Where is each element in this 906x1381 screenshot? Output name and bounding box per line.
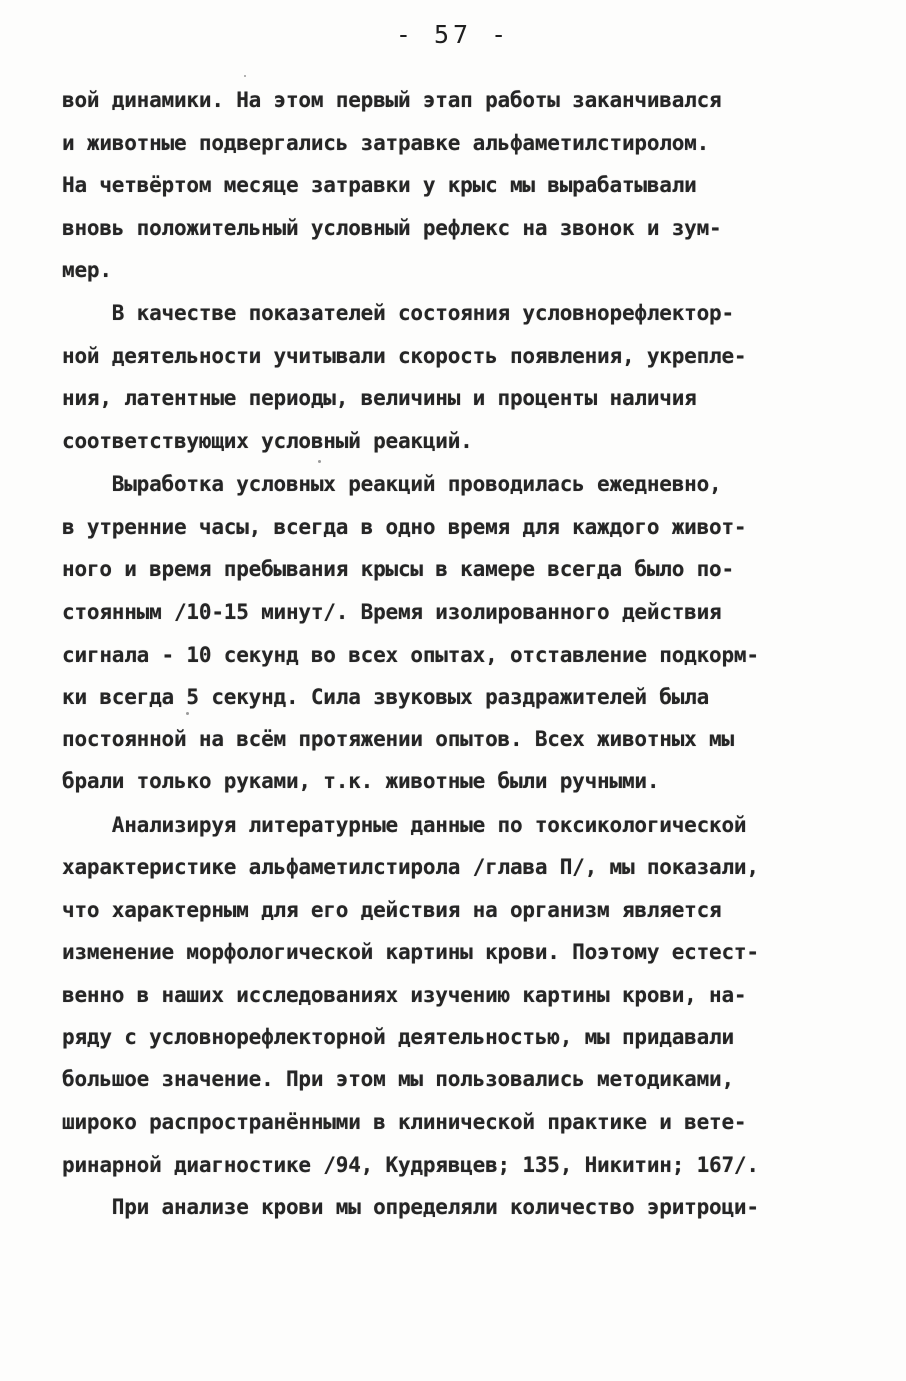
scan-speck [186,712,189,715]
text-line: Выработка условных реакций проводилась ежедневно, [62,472,722,496]
text-line: В качестве показателей состояния условнорефлектор- [62,301,734,325]
text-line: вновь положительный условный рефлекс на звонок и зум- [62,216,722,240]
text-line: ринарной диагностике /94, Кудрявцев; 135, Никитин; 167/. [62,1153,759,1177]
text-line: характеристике альфаметилстирола /глава П/, мы показали, [62,855,759,879]
text-line: брали только руками, т.к. животные были ручными. [62,769,660,793]
page-number: - 57 - [395,20,511,49]
text-line: большое значение. При этом мы пользовались методиками, [62,1067,734,1091]
text-line: что характерным для его действия на организм является [62,898,722,922]
text-line: вой динамики. На этом первый этап работы заканчивался [62,88,722,112]
scan-speck [318,460,321,463]
text-line: изменение морфологической картины крови. Поэтому естест- [62,940,759,964]
text-line: ной деятельности учитывали скорость появления, укрепле- [62,344,747,368]
text-line: постоянной на всём протяжении опытов. Всех животных мы [62,727,734,751]
text-line: При анализе крови мы определяли количество эритроци- [62,1195,759,1219]
text-line: Анализируя литературные данные по токсикологической [62,813,747,837]
text-line: стоянным /10-15 минут/. Время изолированного действия [62,600,722,624]
text-line: широко распространёнными в клинической практике и вете- [62,1110,747,1134]
text-line: соответствующих условный реакций. [62,429,473,453]
text-line: сигнала - 10 секунд во всех опытах, отставление подкорм- [62,643,759,667]
text-line: ного и время пребывания крысы в камере всегда было по- [62,557,734,581]
text-line: ряду с условнорефлекторной деятельностью, мы придавали [62,1025,734,1049]
text-line: венно в наших исследованиях изучению картины крови, на- [62,983,747,1007]
text-line: ки всегда 5 секунд. Сила звуковых раздражителей была [62,685,710,709]
scan-speck [244,75,246,77]
text-line: в утренние часы, всегда в одно время для каждого живот- [62,515,747,539]
text-line: ния, латентные периоды, величины и проценты наличия [62,386,697,410]
text-line: и животные подвергались затравке альфаметилстиролом. [62,131,710,155]
text-line: мер. [62,258,112,282]
text-line: На четвёртом месяце затравки у крыс мы вырабатывали [62,173,697,197]
